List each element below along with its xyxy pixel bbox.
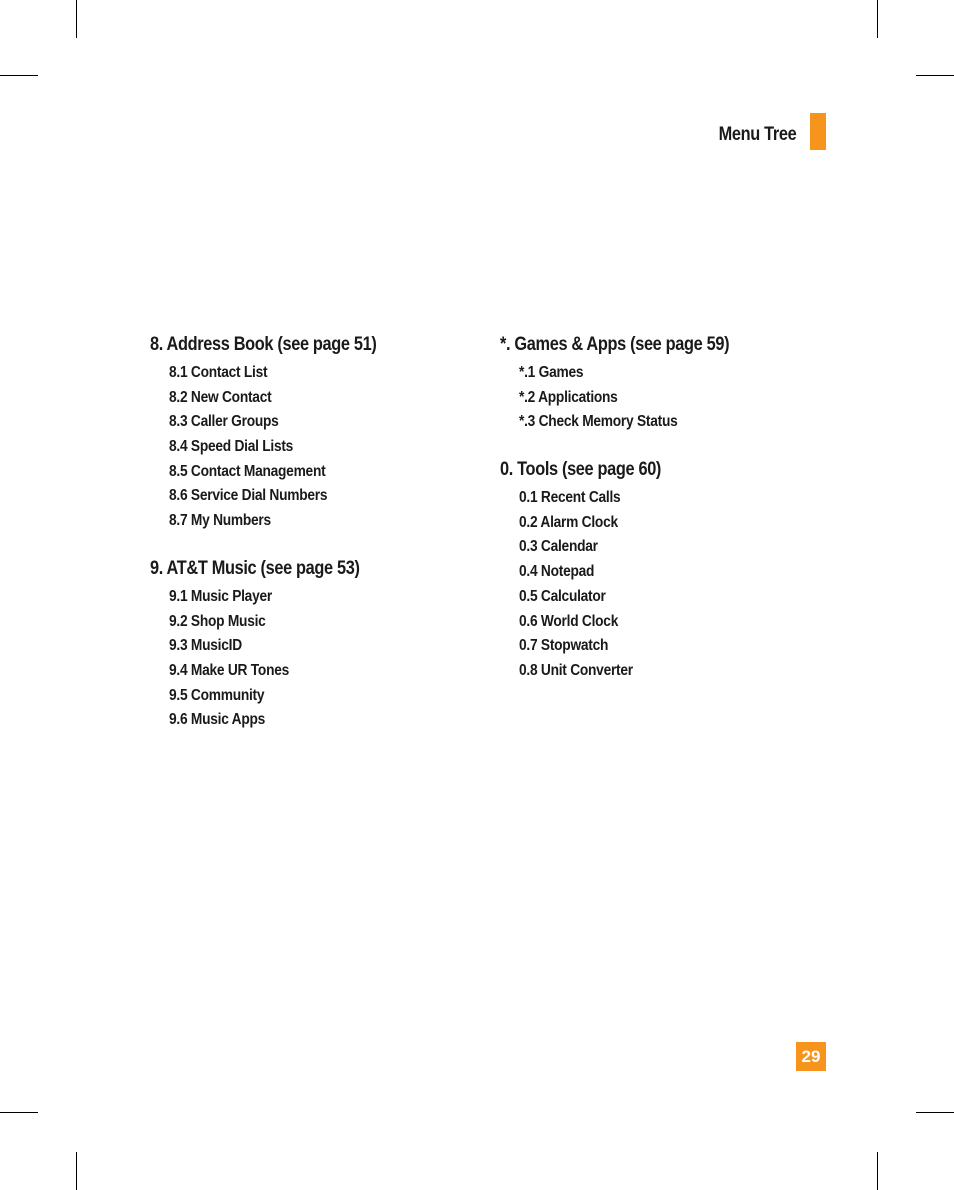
menu-item: 0.3 Calendar [519,538,598,556]
menu-item: 8.1 Contact List [169,364,268,381]
crop-mark-bottom-left-horizontal [0,1112,38,1113]
menu-item: 8.3 Caller Groups [169,413,279,431]
menu-item: 0.5 Calculator [519,587,606,605]
menu-item: *.1 Games [519,364,584,381]
menu-section-att-music [150,556,450,733]
menu-section-games-apps [500,332,800,435]
menu-item-list [150,361,450,534]
menu-item: 0.4 Notepad [519,563,595,581]
menu-item: 0.8 Unit Converter [519,661,633,679]
header-accent-tab [810,113,826,150]
menu-item: 8.5 Contact Management [169,462,326,480]
menu-item: 9.2 Shop Music [169,612,266,630]
menu-item: 9.5 Community [169,686,265,704]
menu-item: 0.6 World Clock [519,612,619,630]
section-title: 0. Tools (see page 60) [500,459,662,481]
menu-item: 8.4 Speed Dial Lists [169,438,294,456]
menu-item: 8.7 My Numbers [169,512,271,530]
menu-item-list [150,585,450,733]
crop-mark-bottom-left-vertical [76,1152,77,1190]
crop-mark-top-left-vertical [76,0,77,38]
menu-item: *.2 Applications [519,388,618,406]
menu-item: 9.1 Music Player [169,587,272,605]
menu-item-list [500,361,800,435]
section-title: 8. Address Book (see page 51) [150,334,377,355]
page-number-badge: 29 [796,1042,826,1071]
menu-item: 9.3 MusicID [169,637,242,655]
menu-item: *.3 Check Memory Status [519,413,678,431]
menu-item: 0.1 Recent Calls [519,489,621,507]
menu-item: 0.7 Stopwatch [519,637,609,655]
menu-column-left [150,332,450,755]
crop-mark-bottom-right-vertical [877,1152,878,1190]
menu-section-address-book [150,332,450,534]
menu-item: 8.6 Service Dial Numbers [169,487,328,505]
menu-item: 9.4 Make UR Tones [169,661,290,679]
crop-mark-top-right-horizontal [916,75,954,76]
crop-mark-top-right-vertical [877,0,878,38]
menu-item: 9.6 Music Apps [169,711,266,729]
section-title: *. Games & Apps (see page 59) [500,334,730,355]
page-header-title: Menu Tree [718,124,796,145]
menu-item-list [500,486,800,684]
section-title: 9. AT&T Music (see page 53) [150,557,360,579]
menu-section-tools [500,457,800,684]
menu-item: 0.2 Alarm Clock [519,513,618,531]
menu-column-right [500,332,800,706]
crop-mark-top-left-horizontal [0,75,38,76]
menu-item: 8.2 New Contact [169,388,272,406]
crop-mark-bottom-right-horizontal [916,1112,954,1113]
